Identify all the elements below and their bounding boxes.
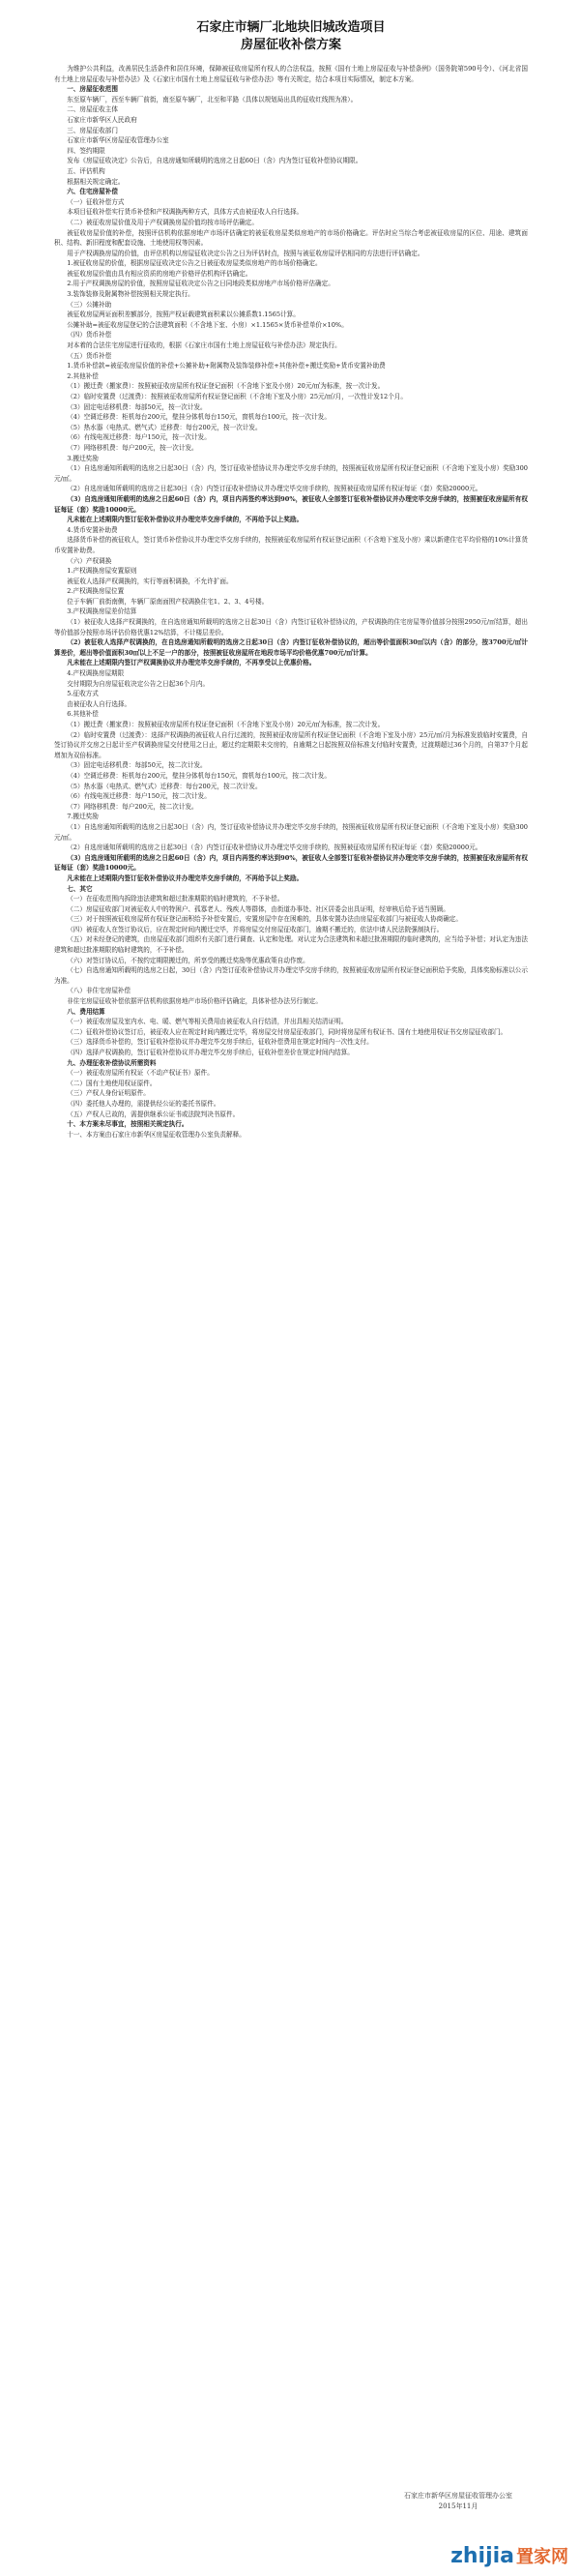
paragraph: 被征收房屋两证面积差额部分，按照产权证载建筑面积乘以公摊系数1.1565计算。 — [67, 311, 300, 319]
paragraph: （一）征收补偿方式 — [67, 197, 125, 206]
paragraph: 2.用于产权调换房屋的价值，按照房屋征收决定公告之日同地段类似房地产市场价格评估确定。 — [67, 280, 334, 288]
paragraph: （二）被征收房屋价值及用于产权调换房屋价值均按市场评估确定。 — [67, 218, 258, 226]
paragraph: 东至原车辆厂，西至车辆厂前街，南至原车辆厂，北至和平路（具体以规划局出具的征收红线图为准）。 — [67, 95, 358, 104]
paragraph: （3）自选房通知所载明的选房之日起60日（含）内，项目内再签约率达到90%，被征收人全部签订征收补偿协议并办理完毕交房手续的，按照被征收房屋所有权证每证（套）奖励10000元。 — [54, 853, 528, 873]
paragraph: （一）被征收房屋及室内水、电、暖、燃气等相关费用由被征收人自行结清，并出具相关结清证明。 — [67, 1018, 348, 1026]
section-heading: 十、本方案未尽事宜，按照相关规定执行。 — [67, 1120, 188, 1129]
paragraph: 2.其他补偿 — [67, 371, 99, 380]
paragraph: （4）空调迁移费：柜机每台200元，壁挂分体机每台150元，窗机每台100元，按二次计发。 — [67, 771, 331, 780]
paragraph: 被征收房屋价值由具有相应资质的房地产价格评估机构评估确定。 — [67, 269, 252, 278]
section-heading: 一、房屋征收范围 — [67, 85, 118, 94]
paragraph: 5.征收方式 — [67, 690, 99, 698]
paragraph: 对本着的合法住宅房屋进行征收的，根据《石家庄市国有土地上房屋征收与补偿办法》规定执行。 — [67, 341, 341, 350]
paragraph: 1.被征收房屋的价值，根据房屋征收决定公告之日被征收房屋类似房地产的市场价格确定。 — [67, 259, 322, 268]
paragraph: （6）有线电视迁移费：每户150元，按二次计发。 — [67, 792, 211, 801]
paragraph: 石家庄市新华区人民政府 — [67, 115, 137, 124]
paragraph: （4）空调迁移费：柜机每台200元，壁挂分体机每台150元，窗机每台100元，按一次计发。 — [67, 413, 331, 422]
paragraph: 6.其他补偿 — [67, 710, 99, 719]
paragraph: （3）固定电话移机费：每部50元，按二次计发。 — [67, 761, 207, 770]
paragraph: （一）在征收范围内拆除违法建筑和超过批准期限的临时建筑的，不予补偿。 — [67, 895, 284, 903]
paragraph: 四、签约期限 — [67, 146, 105, 155]
paragraph: 三、房屋征收部门 — [67, 126, 118, 134]
signature-org: 石家庄市新华区房屋征收管理办公室 — [404, 2492, 512, 2500]
paragraph: 4.产权调换房屋期限 — [67, 669, 125, 678]
paragraph: 十一、本方案由石家庄市新华区房屋征收管理办公室负责解释。 — [67, 1130, 246, 1139]
watermark-logo — [450, 2543, 568, 2568]
paragraph: （1）自选房通知所载明的选房之日起30日（含）内，签订征收补偿协议并办理完毕交房手续的，按照被征收房屋所有权证登记面积（不含地下室及小房）奖励300元/㎡。 — [54, 464, 528, 483]
paragraph: 3.搬迁奖励 — [67, 454, 99, 462]
paragraph: （三）公摊补助 — [67, 300, 112, 309]
section-heading: 六、住宅房屋补偿 — [67, 188, 118, 196]
paragraph: （六）产权调换 — [67, 556, 112, 565]
signature-block — [404, 2491, 512, 2512]
paragraph: 交付期限为自房屋征收决定公告之日起36个月内。 — [67, 679, 210, 688]
paragraph: 2.产权调换房屋位置 — [67, 587, 125, 596]
document-body — [54, 64, 528, 1140]
paragraph: 公摊补助=被征收房屋登记的合法建筑面积（不含地下室、小房）×1.1565×货币补偿单价×10%。 — [67, 320, 348, 329]
paragraph: （6）有线电视迁移费：每户150元，按一次计发。 — [67, 433, 211, 442]
paragraph: （5）热水器（电热式、燃气式）迁移费：每台200元，按二次计发。 — [67, 782, 262, 790]
paragraph: 二、房屋征收主体 — [67, 105, 118, 114]
paragraph: （1）搬迁费（搬家费）：按照被征收房屋所有权证登记面积（不含地下室及小房）20元/㎡为标准，按一次计发。 — [67, 382, 385, 391]
paragraph: （5）热水器（电热式、燃气式）迁移费：每台200元，按一次计发。 — [67, 423, 262, 431]
section-heading: 八、费用结算 — [67, 1007, 105, 1016]
paragraph: 1.货币补偿款=被征收房屋价值的补偿+公摊补助+附属物及装饰装修补偿+其他补偿+搬迁奖励+货币安置补助费 — [67, 362, 386, 370]
paragraph: （一）被征收房屋所有权证（不动产权证书）原件。 — [67, 1069, 214, 1078]
paragraph: 3.产权调换房屋差价结算 — [67, 607, 137, 616]
paragraph: （四）选择产权调换的，签订征收补偿协议并办理完毕交房手续后，征收补偿差价在规定时间内结算。 — [67, 1049, 354, 1056]
paragraph: 位于车辆厂前街南侧，车辆厂原南面围产权调换住宅1、2、3、4号楼。 — [67, 597, 269, 606]
paragraph: （四）货币补偿 — [67, 331, 112, 340]
paragraph: 由被征收人自行选择。 — [67, 699, 131, 708]
paragraph: 本项目征收补偿实行货币补偿和产权调换两种方式，具体方式由被征收人自行选择。 — [67, 208, 304, 217]
paragraph: （2）自选房通知所载明的选房之日起30日（含）内签订征收补偿协议并办理完毕交房手续的，按照被征收房屋所有权证每证（套）奖励20000元。 — [67, 485, 482, 493]
paragraph: （四）被征收人在签订协议后，应在规定时间内搬迁完毕，并将房屋交付房屋征收部门，逾期不搬迁的，依法申请人民法院强制执行。 — [67, 925, 444, 933]
paragraph: （1）被征收人选择产权调换的，在自选房通知所载明的选房之日起30日（含）内签订征收补偿协议的，产权调换的住宅房屋等价值部分按照2950元/㎡结算，超出等价值部分按照市场评估价格优惠12%结算，不计楼层差价。 — [54, 618, 528, 637]
watermark-part1: zhijia — [450, 2543, 514, 2568]
paragraph: （二）征收补偿协议签订后，被征收人应在规定时间内搬迁完毕，将房屋交付房屋征收部门，同时将房屋所有权证书、国有土地使用权证书交房屋征收部门。 — [67, 1027, 508, 1036]
paragraph: 用于产权调换房屋的价值，由评估机构以房屋征收决定公告之日为评估时点，按照与被征收房屋评估相同的方法进行评估确定。 — [67, 249, 424, 257]
paragraph: 选择货币补偿的被征收人，签订货币补偿协议并办理完毕交房手续的，按照被征收房屋所有权证登记面积（不含地下室及小房）乘以新建住宅平均价格的10%计算货币安置补助费。 — [54, 536, 528, 554]
paragraph: 7.搬迁奖励 — [67, 813, 99, 821]
paragraph: 非住宅房屋征收补偿依据评估机构依据房地产市场价格评估确定，具体补偿办法另行制定。 — [67, 997, 322, 1006]
document — [54, 19, 528, 1140]
document-title — [54, 19, 528, 54]
paragraph: （3）自选房通知所载明的选房之日起60日（含）内，项目内再签约率达到90%，被征收人全部签订征收补偿协议并办理完毕交房手续的，按照被征收房屋所有权证每证（套）奖励10000元。 — [54, 494, 528, 514]
paragraph: （7）网络移机费：每户200元，按二次计发。 — [67, 802, 198, 811]
paragraph: 凡未能在上述期限内签订产权调换协议并办理完毕交房手续的，不再享受以上优惠价格。 — [67, 659, 316, 667]
paragraph: 4.货币安置补助费 — [67, 525, 118, 534]
section-heading: 九、办理征收补偿协议所需资料 — [67, 1058, 157, 1067]
paragraph: （三）对于按照被征收房屋所有权证登记面积给予补偿安置后，安置房屋中存在困难的，具体安置办法由房屋征收部门与被征收人协商确定。 — [67, 915, 462, 924]
paragraph: 被征收人选择产权调换的，实行等面积调换，不允许扩面。 — [67, 577, 233, 585]
section-heading: 七、其它 — [67, 884, 93, 893]
paragraph: （2）自选房通知所载明的选房之日起30日（含）内签订征收补偿协议并办理完毕交房手续的，按照被征收房屋所有权证每证（套）奖励20000元。 — [67, 844, 482, 852]
paragraph: （2）被征收人选择产权调换的，在自选房通知所载明的选房之日起30日（含）内签订征收补偿协议的，超出等价值面积30㎡以内（含）的部分，按3700元/㎡计算差价，超出等价值面积30㎡以上不足一户的部分，按照被征收房屋所在地段市场平均价格优惠700元/㎡计算。 — [54, 638, 528, 657]
paragraph: （1）搬迁费（搬家费）：按照被征收房屋所有权证登记面积（不含地下室及小房）20元/㎡为标准，按二次计发。 — [67, 721, 385, 728]
title-line-2: 房屋征收补偿方案 — [240, 38, 341, 52]
paragraph: （七）自选房通知所载明的选房之日起，30日（含）内签订征收补偿协议并办理完毕交房手续的，按照被征收房屋所有权证登记面积给予奖励，具体奖励标准以公示为准。 — [54, 966, 528, 985]
signature-date: 2015年11月 — [438, 2502, 478, 2510]
paragraph: 1.产权调换房屋安置原则 — [67, 567, 137, 576]
title-line-1: 石家庄市辆厂北地块旧城改造项目 — [196, 20, 386, 35]
paragraph: （2）临时安置费（过渡费）：选择产权调换的被征收人自行过渡的，按照被征收房屋所有权证登记面积（不含地下室及小房）25元/㎡/月为标准发放临时安置费，自签订协议并交房之日起计至产权调换房屋交付使用之日止，超过约定期限未交房的，自逾期之日起按照双倍标准支付临时安置费，过渡期超过36个月的，自第37个月起增加为双倍标准。 — [54, 730, 528, 759]
paragraph: 为维护公共利益，改善居民生活条件和居住环境，保障被征收房屋所有权人的合法权益，按照《国有土地上房屋征收与补偿条例》（国务院第590号令）、《河北省国有土地上房屋征收与补偿办法》及《石家庄市国有土地上房屋征收与补偿办法》等有关规定，结合本项目实际情况，制定本方案。 — [54, 65, 528, 83]
paragraph: （五）产权人已故的，需提供继承公证书或法院判决书原件。 — [67, 1110, 240, 1118]
paragraph: （五）货币补偿 — [67, 351, 112, 360]
paragraph: 3.装饰装修及附属物补偿按照相关规定执行。 — [67, 290, 194, 299]
paragraph: （1）自选房通知所载明的选房之日起30日（含）内，签订征收补偿协议并办理完毕交房手续的，按照被征收房屋所有权证登记面积（不含地下室及小房）奖励300元/㎡。 — [54, 822, 528, 842]
paragraph: （三）产权人身份证明原件。 — [67, 1089, 150, 1098]
paragraph: 凡未能在上述期限内签订征收补偿协议并办理完毕交房手续的，不再给予以上奖励。 — [67, 873, 304, 882]
paragraph: 石家庄市新华区房屋征收管理办公室 — [67, 136, 169, 145]
paragraph: （3）固定电话移机费：每部50元，按一次计发。 — [67, 402, 207, 411]
paragraph: （二）房屋征收部门对被征收人中的特困户、孤寡老人、残疾人等群体，由街道办事处、社区居委会出具证明，经审核后给予适当照顾。 — [67, 904, 450, 913]
paragraph: 五、评估机构 — [67, 166, 105, 175]
paragraph: （八）非住宅房屋补偿 — [67, 987, 131, 995]
paragraph: 被征收房屋价值的补偿，按照评估机构依据房地产市场评估确定的被征收房屋类似房地产的市场价格确定。评估时应当综合考虑被征收房屋的区位、用途、建筑面积、结构、新旧程度和配套设施、土地使用权等因素。 — [54, 228, 528, 248]
watermark-part2: 置家网 — [516, 2547, 568, 2567]
paragraph: （六）对签订协议后，不按约定期限搬迁的，所享受的搬迁奖励等优惠政策自动作废。 — [67, 956, 309, 964]
paragraph: （四）委托他人办理的，需提供经公证的委托书原件。 — [67, 1099, 220, 1108]
paragraph: （2）临时安置费（过渡费）：按照被征收房屋所有权证登记面积（不含地下室及小房）25元/㎡/月，一次性计发12个月。 — [67, 393, 407, 400]
paragraph: 根据相关规定确定。 — [67, 177, 125, 186]
paragraph: 发布《房屋征收决定》公告后，自选房通知所载明的选房之日起60日（含）内为签订征收补偿协议期限。 — [67, 157, 362, 165]
paragraph: （五）对未经登记的建筑，由房屋征收部门组织有关部门进行调查、认定和处理。对认定为合法建筑和未超过批准期限的临时建筑的，应当给予补偿；对认定为违法建筑和超过批准期限的临时建筑的，不予补偿。 — [54, 935, 528, 955]
paragraph: （二）国有土地使用权证原件。 — [67, 1079, 157, 1087]
paragraph: 凡未能在上述期限内签订征收补偿协议并办理完毕交房手续的，不再给予以上奖励。 — [67, 516, 304, 524]
paragraph: （三）选择货币补偿的，签订征收补偿协议并办理完毕交房手续后，征收补偿费用在规定时间内一次性支付。 — [67, 1038, 373, 1047]
paragraph: （7）网络移机费：每户200元，按一次计发。 — [67, 443, 198, 452]
